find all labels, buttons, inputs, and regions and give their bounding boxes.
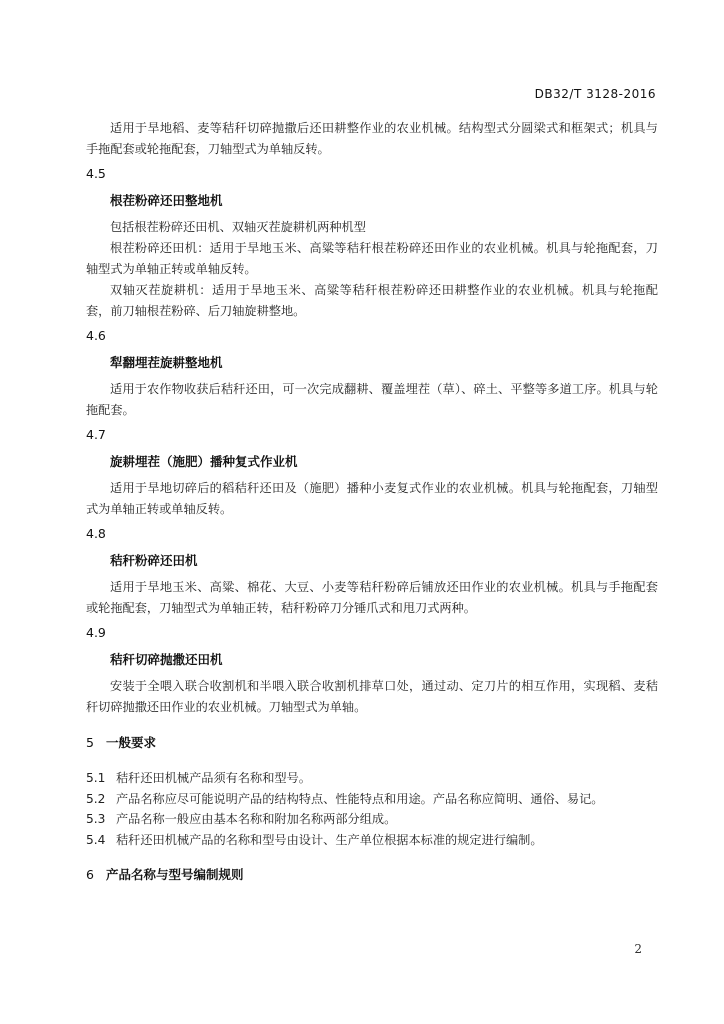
section-4-9: [86, 625, 658, 718]
section-4-5: [86, 166, 658, 322]
chapter-6-heading: [86, 866, 658, 884]
section-number: 4.9: [86, 625, 106, 640]
chapter-5-heading: [86, 734, 658, 752]
intro-paragraph: 适用于旱地稻、麦等秸秆切碎抛撒后还田耕整作业的农业机械。结构型式分圆梁式和框架式；机具与手拖配套或轮拖配套，刀轴型式为单轴反转。: [86, 121, 658, 156]
clause-5-3: [86, 809, 658, 830]
clause-number: 5.1: [86, 771, 106, 785]
clause-text: 产品名称应尽可能说明产品的结构特点、性能特点和用途。产品名称应简明、通俗、易记。: [116, 791, 604, 806]
section-4-7: [86, 427, 658, 520]
clause-text: 产品名称一般应由基本名称和附加名称两部分组成。: [116, 812, 397, 826]
section-paragraph: 双轴灭茬旋耕机：适用于旱地玉米、高粱等秸秆根茬粉碎还田耕整作业的农业机械。机具与轮拖配套，前刀轴根茬粉碎、后刀轴旋耕整地。: [86, 283, 658, 318]
section-paragraph: 包括根茬粉碎还田机、双轴灭茬旋耕机两种机型: [110, 220, 366, 234]
document-body: [86, 118, 658, 900]
section-paragraph: 安装于全喂入联合收割机和半喂入联合收割机排草口处，通过动、定刀片的相互作用，实现稻、麦秸秆切碎抛撒还田作业的农业机械。刀轴型式为单轴。: [86, 679, 658, 714]
clause-number: 5.2: [86, 791, 106, 806]
section-number: 4.5: [86, 166, 106, 181]
section-4-6: [86, 328, 658, 421]
section-title: 根茬粉碎还田整地机: [110, 193, 223, 208]
chapter-number: 5: [86, 735, 94, 750]
section-paragraph: 适用于旱地玉米、高粱、棉花、大豆、小麦等秸秆粉碎后铺放还田作业的农业机械。机具与手拖配套或轮拖配套，刀轴型式为单轴正转，秸秆粉碎刀分锤爪式和甩刀式两种。: [86, 580, 658, 615]
section-paragraph: 适用于旱地切碎后的稻秸秆还田及（施肥）播种小麦复式作业的农业机械。机具与轮拖配套，刀轴型式为单轴正转或单轴反转。: [86, 481, 658, 516]
section-title: 旋耕埋茬（施肥）播种复式作业机: [110, 454, 298, 469]
chapter-5-clauses: [86, 768, 658, 850]
section-number: 4.6: [86, 328, 106, 343]
section-title: 犁翻埋茬旋耕整地机: [110, 355, 223, 370]
clause-5-1: [86, 768, 658, 789]
section-title: 秸秆粉碎还田机: [110, 553, 198, 568]
clause-5-2: [86, 789, 658, 810]
clause-5-4: [86, 830, 658, 851]
chapter-title: 一般要求: [106, 735, 157, 750]
section-4-8: [86, 526, 658, 619]
section-paragraph: 适用于农作物收获后秸秆还田，可一次完成翻耕、覆盖埋茬（草）、碎土、平整等多道工序。机具与轮拖配套。: [86, 382, 658, 417]
clause-text: 秸秆还田机械产品的名称和型号由设计、生产单位根据本标准的规定进行编制。: [116, 832, 543, 847]
chapter-title: 产品名称与型号编制规则: [106, 867, 244, 882]
section-title: 秸秆切碎抛撒还田机: [110, 652, 223, 667]
section-number: 4.7: [86, 427, 106, 442]
clause-number: 5.3: [86, 812, 106, 826]
clause-text: 秸秆还田机械产品须有名称和型号。: [116, 771, 311, 785]
standard-code: DB32/T 3128-2016: [534, 87, 656, 101]
page-number: 2: [634, 942, 642, 956]
section-number: 4.8: [86, 526, 106, 541]
clause-number: 5.4: [86, 832, 106, 847]
section-paragraph: 根茬粉碎还田机：适用于旱地玉米、高粱等秸秆根茬粉碎还田作业的农业机械。机具与轮拖配套，刀轴型式为单轴正转或单轴反转。: [86, 241, 658, 276]
chapter-number: 6: [86, 867, 94, 882]
